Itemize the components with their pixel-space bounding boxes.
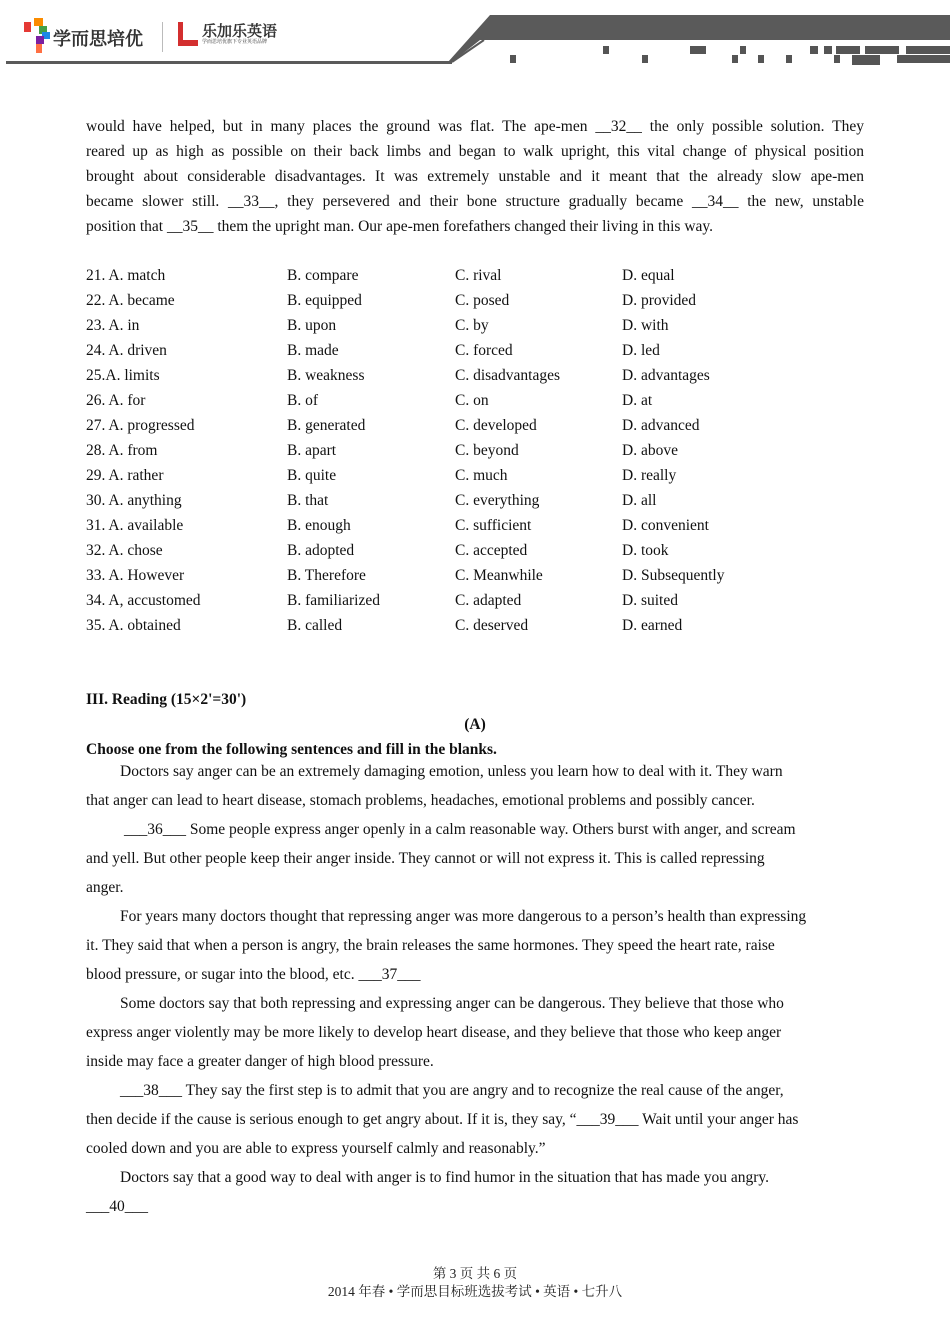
option-b: B. generated [287,417,366,434]
part-label: (A) [464,716,486,733]
option-d: D. at [622,392,653,409]
passage-line: Doctors say that a good way to deal with anger is to find humor in the situation that has made you angry. [120,1169,769,1186]
option-a: 25.A. limits [86,367,160,384]
option-a: 31. A. available [86,517,184,534]
option-d: D. advantages [622,367,710,384]
option-a: 32. A. chose [86,542,163,559]
option-a: 29. A. rather [86,467,164,484]
option-c: C. disadvantages [455,367,561,384]
option-c: C. Meanwhile [455,567,543,584]
option-a: 26. A. for [86,392,146,409]
ljl-logo-mark [178,22,198,46]
passage-line: then decide if the cause is serious enough to get angry about. If it is, they say, “___39___ Wait until your anger has [86,1111,799,1128]
option-d: D. earned [622,617,683,634]
option-a: 24. A. driven [86,342,167,359]
passage-line: reared up as high as possible on their back limbs and began to walk upright, this vital change of physical position [86,143,864,160]
option-d: D. provided [622,292,697,309]
passage-line: cooled down and you are able to express yourself calmly and reasonably.” [86,1140,546,1157]
option-c: C. developed [455,417,537,434]
option-b: B. upon [287,317,337,334]
logo-divider [162,22,163,52]
passage-line: became slower still. __33__, they persevered and their bone structure gradually became __34__ the new, unstable [86,193,864,210]
option-c: C. by [455,317,489,334]
option-d: D. advanced [622,417,700,434]
option-c: C. much [455,467,508,484]
passage-line: blood pressure, or sugar into the blood, etc. ___37___ [86,966,421,983]
header-banner [0,0,950,75]
ljl-logo-text: 乐加乐英语 [202,22,278,40]
option-b: B. apart [287,442,337,459]
option-d: D. all [622,492,657,509]
option-d: D. really [622,467,677,484]
page-number: 第 3 页 共 6 页 [432,1266,518,1281]
option-a: 30. A. anything [86,492,182,509]
option-d: D. took [622,542,669,559]
passage-line: Doctors say anger can be an extremely damaging emotion, unless you learn how to deal with it. They warn [120,763,783,780]
passage-line: inside may face a greater danger of high blood pressure. [86,1053,434,1070]
exam-title: 2014 年春 • 学而思目标班选拔考试 • 英语 • 七升八 [327,1284,623,1299]
option-a: 22. A. became [86,292,175,309]
section-title: III. Reading (15×2'=30') [86,691,247,708]
option-c: C. posed [455,292,510,309]
passage-line: and yell. But other people keep their anger inside. They cannot or will not express it. This is called repressing [86,850,765,867]
ljl-logo-subtitle: 学而思培优旗下专业英语品牌 [202,39,268,45]
option-a: 33. A. However [86,567,185,584]
option-a: 21. A. match [86,267,166,284]
option-d: D. Subsequently [622,567,725,584]
option-b: B. made [287,342,339,359]
option-d: D. suited [622,592,678,609]
option-a: 28. A. from [86,442,158,459]
option-a: 23. A. in [86,317,140,334]
passage-line: anger. [86,879,124,896]
option-c: C. rival [455,267,502,284]
option-c: C. beyond [455,442,519,459]
option-b: B. enough [287,517,351,534]
passage-line: ___38___ They say the first step is to admit that you are angry and to recognize the real cause of the anger, [120,1082,784,1099]
passage-line: that anger can lead to heart disease, stomach problems, headaches, emotional problems and possibly cancer. [86,792,755,809]
option-c: C. forced [455,342,513,359]
option-c: C. sufficient [455,517,532,534]
passage-line: it. They said that when a person is angry, the brain releases the same hormones. They speed the heart rate, raise [86,937,775,954]
instruction: Choose one from the following sentences and fill in the blanks. [86,741,497,758]
option-c: C. everything [455,492,540,509]
passage-line: position that __35__ them the upright man. Our ape-men forefathers changed their living in this way. [86,218,714,235]
option-b: B. adopted [287,542,355,559]
option-d: D. with [622,317,669,334]
passage-line: ___36___ Some people express anger openly in a calm reasonable way. Others burst with anger, and scream [124,821,796,838]
option-b: B. that [287,492,329,509]
option-c: C. deserved [455,617,529,634]
option-c: C. on [455,392,489,409]
option-a: 27. A. progressed [86,417,195,434]
option-b: B. weakness [287,367,365,384]
option-c: C. accepted [455,542,528,559]
passage-line: ___40___ [86,1198,148,1215]
xes-logo-text: 学而思培优 [53,29,143,50]
option-b: B. familiarized [287,592,380,609]
passage-line: brought about considerable disadvantages. It was extremely unstable and it meant that the already slow ape-men [86,168,864,185]
option-b: B. called [287,617,343,634]
option-d: D. led [622,342,660,359]
option-b: B. compare [287,267,359,284]
passage-line: Some doctors say that both repressing and expressing anger can be dangerous. They believe that those who [120,995,784,1012]
option-b: B. quite [287,467,337,484]
option-a: 34. A, accustomed [86,592,201,609]
passage-line: For years many doctors thought that repressing anger was more dangerous to a person’s health than expressing [120,908,807,925]
option-b: B. of [287,392,318,409]
option-d: D. above [622,442,678,459]
option-d: D. convenient [622,517,709,534]
option-c: C. adapted [455,592,522,609]
option-b: B. equipped [287,292,362,309]
option-a: 35. A. obtained [86,617,181,634]
xes-logo-mark [24,18,50,52]
option-b: B. Therefore [287,567,366,584]
passage-line: express anger violently may be more likely to develop heart disease, and they believe that those who keep anger [86,1024,782,1041]
passage-line: would have helped, but in many places the ground was flat. The ape-men __32__ the only possible solution. They [86,118,864,135]
option-d: D. equal [622,267,675,284]
